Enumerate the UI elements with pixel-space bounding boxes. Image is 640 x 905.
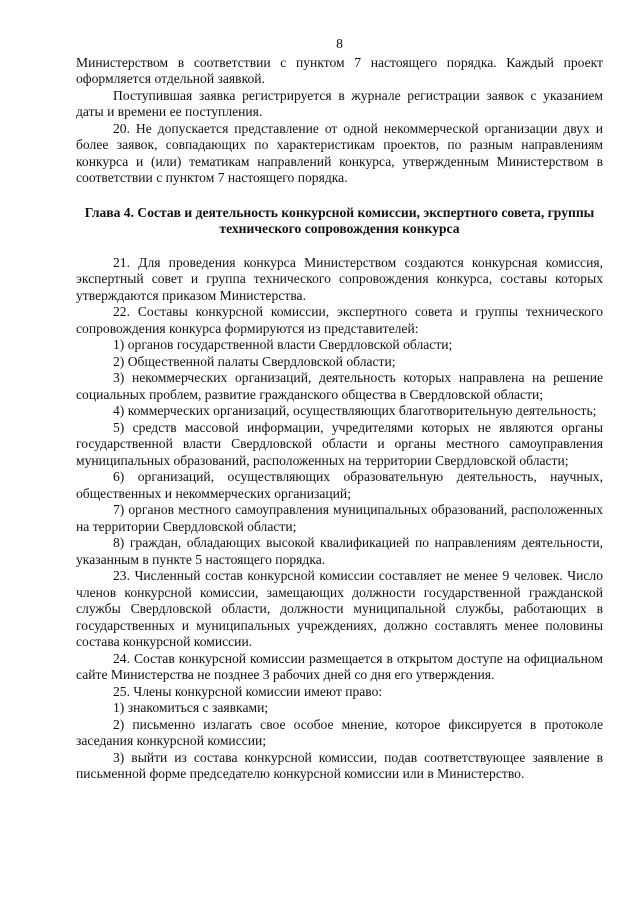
paragraph-continuation: Министерством в соответствии с пунктом 7 настоящего порядка. Каждый проект оформляется отдельной заявкой. <box>76 54 603 86</box>
list-item-22-5: 5) средств массовой информации, учредителями которых не являются органы государственной власти Свердловской области и органы местного самоуправления муниципальных образований, расположенных на территории Свердловской области; <box>76 419 603 468</box>
document-page <box>76 36 603 783</box>
paragraph-24: 24. Состав конкурсной комиссии размещается в открытом доступе на официальном сайте Министерства не позднее 3 рабочих дней со дня его утверждения. <box>76 650 603 682</box>
list-item-25-2: 2) письменно излагать свое особое мнение, которое фиксируется в протоколе заседания конкурсной комиссии; <box>76 716 603 748</box>
list-item-22-4: 4) коммерческих организаций, осуществляющих благотворительную деятельность; <box>113 403 597 418</box>
paragraph-23: 23. Численный состав конкурсной комиссии составляет не менее 9 человек. Число членов конкурсной комиссии, замещающих должности государственной гражданской службы Свердловской области, должности муниципальной службы, работающих в государственных и муниципальных учреждениях, должно составлять менее половины состава конкурсной комиссии. <box>76 568 603 649</box>
list-item-22-2: 2) Общественной палаты Свердловской области; <box>113 353 396 369</box>
list-item-22-8: 8) граждан, обладающих высокой квалификацией по направлениям деятельности, указанным в пункте 5 настоящего порядка. <box>76 535 603 567</box>
list-item-25-1: 1) знакомиться с заявками; <box>113 700 269 715</box>
paragraph-22: 22. Составы конкурсной комиссии, экспертного совета и группы технического сопровождения конкурса формируются из представителей: <box>76 304 603 336</box>
page-number: 8 <box>336 36 343 51</box>
paragraph-20: 20. Не допускается представление от одной некоммерческой организации двух и более заявок, совпадающих по характеристикам проектов, по разным направлениям конкурса и (или) тематикам направлений конкурса, утвержденным Министерством в соответствии с пунктом 7 настоящего порядка. <box>76 120 603 185</box>
paragraph-25: 25. Члены конкурсной комиссии имеют право: <box>113 683 383 699</box>
paragraph-21: 21. Для проведения конкурса Министерством создаются конкурсная комиссия, экспертный совет и группа технического сопровождения конкурса, составы которых утверждаются приказом Министерства. <box>76 254 603 303</box>
list-item-22-1: 1) органов государственной власти Свердловской области; <box>113 337 453 352</box>
list-item-22-3: 3) некоммерческих организаций, деятельность которых направлена на решение социальных проблем, развитие гражданского общества в Свердловской области; <box>76 370 603 402</box>
chapter-heading: Глава 4. Состав и деятельность конкурсной комиссии, экспертного совета, группы технического сопровождения конкурса <box>84 204 595 236</box>
list-item-22-6: 6) организаций, осуществляющих образовательную деятельность, научных, общественных и некоммерческих организаций; <box>76 469 603 501</box>
paragraph-registration: Поступившая заявка регистрируется в журнале регистрации заявок с указанием даты и времени ее поступления. <box>76 87 603 119</box>
list-item-22-7: 7) органов местного самоуправления муниципальных образований, расположенных на территории Свердловской области; <box>76 502 603 534</box>
list-item-25-3: 3) выйти из состава конкурсной комиссии, подав соответствующее заявление в письменной форме председателю конкурсной комиссии или в Министерство. <box>76 749 603 781</box>
